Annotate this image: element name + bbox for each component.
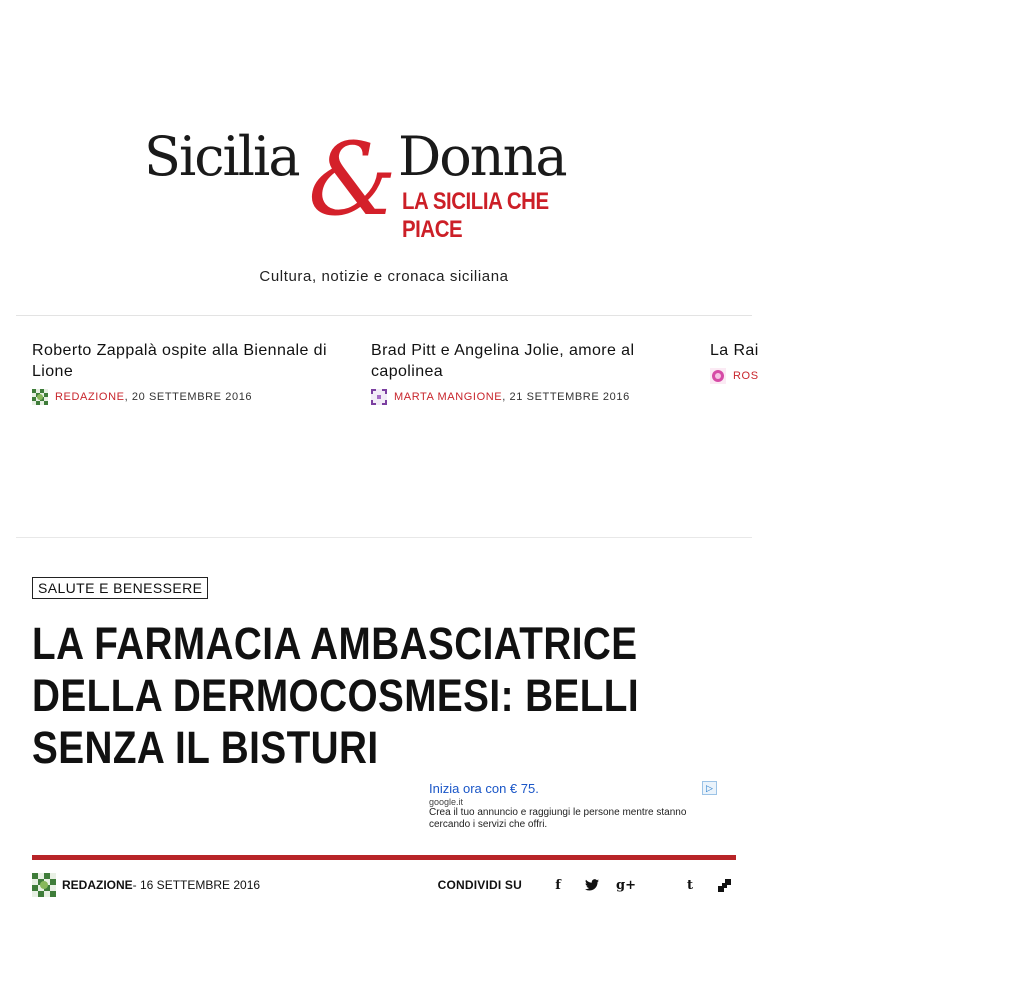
article-date: - 16 SETTEMBRE 2016: [132, 878, 261, 892]
logo-name-right: Donna: [398, 125, 566, 188]
avatar: [371, 389, 387, 405]
logo-ampersand: &: [308, 121, 398, 238]
carousel-card[interactable]: [710, 340, 1020, 384]
divider: [16, 537, 752, 538]
article-meta: [32, 873, 736, 897]
article-author[interactable]: REDAZIONE: [62, 878, 133, 892]
logo-tagline: LA SICILIA CHE PIACE: [402, 188, 549, 243]
card-meta: [710, 368, 1020, 384]
article-divider: [32, 855, 736, 860]
card-author[interactable]: REDAZIONE: [55, 391, 125, 403]
category-tag[interactable]: SALUTE E BENESSERE: [32, 577, 208, 599]
site-logo[interactable]: [140, 121, 630, 243]
card-author[interactable]: MARTA MANGIONE: [394, 391, 503, 403]
card-title[interactable]: Brad Pitt e Angelina Jolie, amore al capolinea: [371, 342, 635, 380]
ad-domain: google.it: [429, 797, 464, 807]
avatar: [710, 368, 726, 384]
carousel-card[interactable]: [32, 340, 342, 405]
card-title[interactable]: La Rai: [710, 342, 759, 359]
divider: [16, 315, 752, 316]
site-tagline: Cultura, notizie e cronaca siciliana: [259, 268, 509, 285]
card-title[interactable]: Roberto Zappalà ospite alla Biennale di Lione: [32, 342, 327, 380]
card-meta: [371, 389, 681, 405]
facebook-icon[interactable]: f: [555, 877, 561, 893]
related-posts-carousel: [32, 340, 759, 410]
tumblr-icon[interactable]: t: [686, 877, 693, 893]
adchoices-icon[interactable]: ▷: [702, 781, 717, 795]
author-avatar: [32, 873, 56, 897]
ad-text: Crea il tuo annuncio e raggiungi le persone mentre stanno cercando i servizi che offri.: [429, 807, 687, 830]
card-author[interactable]: ROS: [733, 370, 759, 382]
share-label: CONDIVIDI SU: [437, 878, 522, 892]
ad-block[interactable]: [429, 781, 729, 831]
twitter-icon[interactable]: [580, 873, 604, 897]
avatar: [32, 389, 48, 405]
google-plus-icon[interactable]: g+: [616, 877, 636, 893]
carousel-card[interactable]: [371, 340, 681, 405]
card-date: , 20 SETTEMBRE 2016: [124, 391, 253, 403]
share-bar: [438, 873, 736, 897]
share-icon[interactable]: [712, 873, 736, 897]
card-date: , 21 SETTEMBRE 2016: [502, 391, 630, 403]
logo-name-left: Sicilia: [144, 125, 299, 188]
ad-title[interactable]: Inizia ora con € 75.: [429, 781, 539, 796]
byline: [32, 873, 260, 897]
article-title: LA FARMACIA AMBASCIATRICE DELLA DERMOCOSMESI: BELLI SENZA IL BISTURI: [32, 618, 640, 773]
card-meta: [32, 389, 342, 405]
